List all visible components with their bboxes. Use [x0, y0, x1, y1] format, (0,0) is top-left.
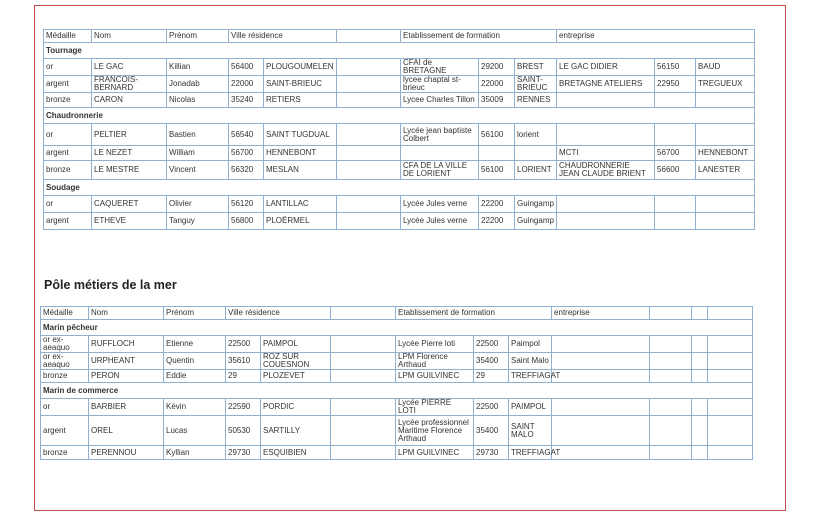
table-cell: HENNEBONT	[696, 146, 755, 161]
table-cell	[331, 446, 396, 460]
table-cell: 22500	[474, 399, 509, 416]
table-cell: Jonadab	[167, 76, 229, 93]
table-cell	[552, 353, 650, 370]
table-cell: BRETAGNE ATELIERS	[557, 76, 655, 93]
column-header: Ville résidence	[226, 307, 331, 320]
table-cell: or	[44, 59, 92, 76]
table-cell: 50530	[226, 416, 261, 446]
table-cell: 22950	[655, 76, 696, 93]
column-header: Médaille	[44, 30, 92, 43]
table-cell	[655, 124, 696, 146]
table-cell: Saint Malo	[509, 353, 552, 370]
table-cell	[692, 370, 708, 383]
table-cell: 56320	[229, 161, 264, 180]
table-cell	[331, 336, 396, 353]
section-title: Marin pêcheur	[41, 320, 753, 336]
table-cell: or	[41, 399, 89, 416]
section-title: Tournage	[44, 43, 755, 59]
table-cell: Lycée professionnel Maritime Florence Arthaud	[396, 416, 474, 446]
table-cell: 22500	[474, 336, 509, 353]
table-cell: bronze	[44, 161, 92, 180]
table-cell	[650, 336, 692, 353]
table-cell: PAIMPOL	[509, 399, 552, 416]
table-cell	[337, 196, 401, 213]
table-row	[44, 196, 755, 213]
table-cell: 22500	[226, 336, 261, 353]
table-cell: PORDIC	[261, 399, 331, 416]
table-row	[44, 93, 755, 108]
table-cell: Quentin	[164, 353, 226, 370]
table-cell: 22200	[479, 196, 515, 213]
table-cell: BREST	[515, 59, 557, 76]
table-cell	[650, 370, 692, 383]
table-cell	[708, 353, 753, 370]
column-header	[708, 307, 753, 320]
table-cell: 56100	[479, 124, 515, 146]
table-cell	[696, 93, 755, 108]
table-cell: PLOZEVET	[261, 370, 331, 383]
table-cell: argent	[44, 213, 92, 230]
table-cell	[708, 370, 753, 383]
table-cell: LE NEZET	[92, 146, 167, 161]
table-cell: or	[44, 124, 92, 146]
table-cell: SAINT-BRIEUC	[515, 76, 557, 93]
column-header	[337, 30, 401, 43]
table-cell: 35400	[474, 416, 509, 446]
table-cell	[337, 76, 401, 93]
table-cell	[479, 146, 515, 161]
table-cell: PELTIER	[92, 124, 167, 146]
section-row	[44, 180, 755, 196]
table-cell: Lycée PIERRE LOTI	[396, 399, 474, 416]
table-cell: BARBIER	[89, 399, 164, 416]
table-cell: Lycée jean baptiste Colbert	[401, 124, 479, 146]
table-cell: RENNES	[515, 93, 557, 108]
table-cell	[708, 446, 753, 460]
column-header: Médaille	[41, 307, 89, 320]
table-cell	[650, 416, 692, 446]
table-row	[44, 146, 755, 161]
header-row	[41, 307, 753, 320]
table-row	[44, 59, 755, 76]
table-cell: CARON	[92, 93, 167, 108]
table-cell: ESQUIBIEN	[261, 446, 331, 460]
table-cell: BAUD	[696, 59, 755, 76]
table-cell: LORIENT	[515, 161, 557, 180]
table-cell: ROZ SUR COUESNON	[261, 353, 331, 370]
table-cell	[708, 416, 753, 446]
column-header: Prénom	[164, 307, 226, 320]
table-cell	[331, 353, 396, 370]
table-cell	[650, 446, 692, 460]
table-cell	[650, 399, 692, 416]
table-cell: 29200	[479, 59, 515, 76]
table-cell: 29730	[474, 446, 509, 460]
table-cell: URPHEANT	[89, 353, 164, 370]
table-cell	[557, 196, 655, 213]
table-cell: TREFFIAGAT	[509, 370, 552, 383]
table-row	[44, 124, 755, 146]
table-cell: TREFFIAGAT	[509, 446, 552, 460]
table-cell	[331, 399, 396, 416]
table-cell	[337, 161, 401, 180]
table-cell: PAIMPOL	[261, 336, 331, 353]
table-cell	[696, 213, 755, 230]
table-cell: Killian	[167, 59, 229, 76]
table-cell: 56150	[655, 59, 696, 76]
table-cell	[692, 446, 708, 460]
table-cell: bronze	[41, 446, 89, 460]
table-cell	[401, 146, 479, 161]
table-cell: Guingamp	[515, 213, 557, 230]
table-cell: 22200	[479, 213, 515, 230]
table-cell: 56600	[655, 161, 696, 180]
table-cell: Lucas	[164, 416, 226, 446]
table-cell: 29730	[226, 446, 261, 460]
table-cell: 56540	[229, 124, 264, 146]
table-cell: Kyllian	[164, 446, 226, 460]
table-cell	[692, 416, 708, 446]
column-header: entreprise	[557, 30, 755, 43]
table-cell: Paimpol	[509, 336, 552, 353]
column-header	[650, 307, 692, 320]
table-cell	[655, 196, 696, 213]
table-cell: or ex-aeaquo	[41, 336, 89, 353]
table-cell	[650, 353, 692, 370]
table-cell: CFA DE LA VILLE DE LORIENT	[401, 161, 479, 180]
table-cell: 56400	[229, 59, 264, 76]
table-cell: PLOUGOUMELEN	[264, 59, 337, 76]
table-cell: or ex-aeaquo	[41, 353, 89, 370]
table-cell: 56700	[655, 146, 696, 161]
table-cell: MESLAN	[264, 161, 337, 180]
table-cell	[708, 336, 753, 353]
table-cell: 56800	[229, 213, 264, 230]
table-cell: Lycee Charles Tillon	[401, 93, 479, 108]
table-cell: 56700	[229, 146, 264, 161]
table-cell: Nicolas	[167, 93, 229, 108]
table-cell	[552, 336, 650, 353]
table-cell: 35610	[226, 353, 261, 370]
table-cell: RETIERS	[264, 93, 337, 108]
table-cell: 29	[226, 370, 261, 383]
table-cell	[337, 213, 401, 230]
table-cell: CHAUDRONNERIE JEAN CLAUDE BRIENT	[557, 161, 655, 180]
table-cell: 22000	[479, 76, 515, 93]
table-row	[41, 370, 753, 383]
table-cell: argent	[44, 76, 92, 93]
table-cell: PLOËRMEL	[264, 213, 337, 230]
column-header	[692, 307, 708, 320]
table-cell: LPM GUILVINEC	[396, 370, 474, 383]
table-cell	[557, 124, 655, 146]
table-cell: Lycée Jules verne	[401, 213, 479, 230]
table-cell: CAQUERET	[92, 196, 167, 213]
table-cell: Bastien	[167, 124, 229, 146]
table-row	[41, 416, 753, 446]
column-header: Etablissement de formation	[396, 307, 552, 320]
table-cell: 29	[474, 370, 509, 383]
section-title-pole-mer: Pôle métiers de la mer	[44, 278, 177, 292]
section-title: Marin de commerce	[41, 383, 753, 399]
table-row	[44, 76, 755, 93]
table-cell: FRANCOIS-BERNARD	[92, 76, 167, 93]
table-cell: LANTILLAC	[264, 196, 337, 213]
table-cell: Tanguy	[167, 213, 229, 230]
table-cell	[515, 146, 557, 161]
table-cell: SAINT MALO	[509, 416, 552, 446]
column-header: Nom	[89, 307, 164, 320]
table-cell: or	[44, 196, 92, 213]
table-cell: 35240	[229, 93, 264, 108]
table-cell: LPM Florence Arthaud	[396, 353, 474, 370]
table-cell: LANESTER	[696, 161, 755, 180]
table-cell	[337, 146, 401, 161]
table-cell	[696, 124, 755, 146]
table-cell	[655, 93, 696, 108]
table-cell	[692, 336, 708, 353]
table-cell: TREGUEUX	[696, 76, 755, 93]
table-cell: LE GAC	[92, 59, 167, 76]
table-cell: 22000	[229, 76, 264, 93]
table-cell: 35009	[479, 93, 515, 108]
table-cell: 22590	[226, 399, 261, 416]
table-cell: Vincent	[167, 161, 229, 180]
table-cell	[552, 416, 650, 446]
table-cell: Eddie	[164, 370, 226, 383]
table-cell	[692, 399, 708, 416]
table-cell	[692, 353, 708, 370]
column-header: Etablissement de formation	[401, 30, 557, 43]
column-header: Prénom	[167, 30, 229, 43]
table-cell	[337, 59, 401, 76]
table-cell: PERON	[89, 370, 164, 383]
table-cell: PERENNOU	[89, 446, 164, 460]
table-cell	[696, 196, 755, 213]
table-cell: OREL	[89, 416, 164, 446]
section-row	[44, 43, 755, 59]
table-cell: Lycée Pierre loti	[396, 336, 474, 353]
table-row	[41, 353, 753, 370]
column-header: Nom	[92, 30, 167, 43]
table-cell: LE GAC DIDIER	[557, 59, 655, 76]
table-cell	[337, 93, 401, 108]
table-cell: CFAI de BRETAGNE	[401, 59, 479, 76]
column-header: Ville résidence	[229, 30, 337, 43]
table-cell	[337, 124, 401, 146]
section-row	[41, 383, 753, 399]
table-cell	[552, 370, 650, 383]
table-cell: argent	[41, 416, 89, 446]
table-row	[41, 399, 753, 416]
table-cell: SAINT TUGDUAL	[264, 124, 337, 146]
table-cell	[552, 446, 650, 460]
table-cell	[331, 416, 396, 446]
table-cell: argent	[44, 146, 92, 161]
table-cell: bronze	[41, 370, 89, 383]
table-cell: Guingamp	[515, 196, 557, 213]
table-cell: 56100	[479, 161, 515, 180]
section-title: Soudage	[44, 180, 755, 196]
table-cell: ETHEVE	[92, 213, 167, 230]
table-cell: LE MESTRE	[92, 161, 167, 180]
table-cell	[708, 399, 753, 416]
table-cell: bronze	[44, 93, 92, 108]
results-table-mer	[40, 306, 753, 460]
table-row	[44, 161, 755, 180]
table-cell: Olivier	[167, 196, 229, 213]
table-row	[41, 336, 753, 353]
table-cell: 56120	[229, 196, 264, 213]
table-cell: LPM GUILVINEC	[396, 446, 474, 460]
table-row	[41, 446, 753, 460]
table-cell	[331, 370, 396, 383]
table-cell: HENNEBONT	[264, 146, 337, 161]
section-title: Chaudronnerie	[44, 108, 755, 124]
section-row	[41, 320, 753, 336]
table-cell	[552, 399, 650, 416]
table-cell: 35400	[474, 353, 509, 370]
table-cell: William	[167, 146, 229, 161]
table-cell: MCTI	[557, 146, 655, 161]
section-row	[44, 108, 755, 124]
table-cell: SAINT-BRIEUC	[264, 76, 337, 93]
table-row	[44, 213, 755, 230]
table-cell: lycee chaptal st-brieuc	[401, 76, 479, 93]
column-header	[331, 307, 396, 320]
column-header: entreprise	[552, 307, 650, 320]
table-cell: Kévin	[164, 399, 226, 416]
table-cell	[655, 213, 696, 230]
table-cell	[557, 93, 655, 108]
table-cell	[557, 213, 655, 230]
table-cell: lorient	[515, 124, 557, 146]
results-table-industrie	[43, 29, 755, 230]
table-cell: Etienne	[164, 336, 226, 353]
table-cell: RUFFLOCH	[89, 336, 164, 353]
table-cell: Lycée Jules verne	[401, 196, 479, 213]
header-row	[44, 30, 755, 43]
table-cell: SARTILLY	[261, 416, 331, 446]
